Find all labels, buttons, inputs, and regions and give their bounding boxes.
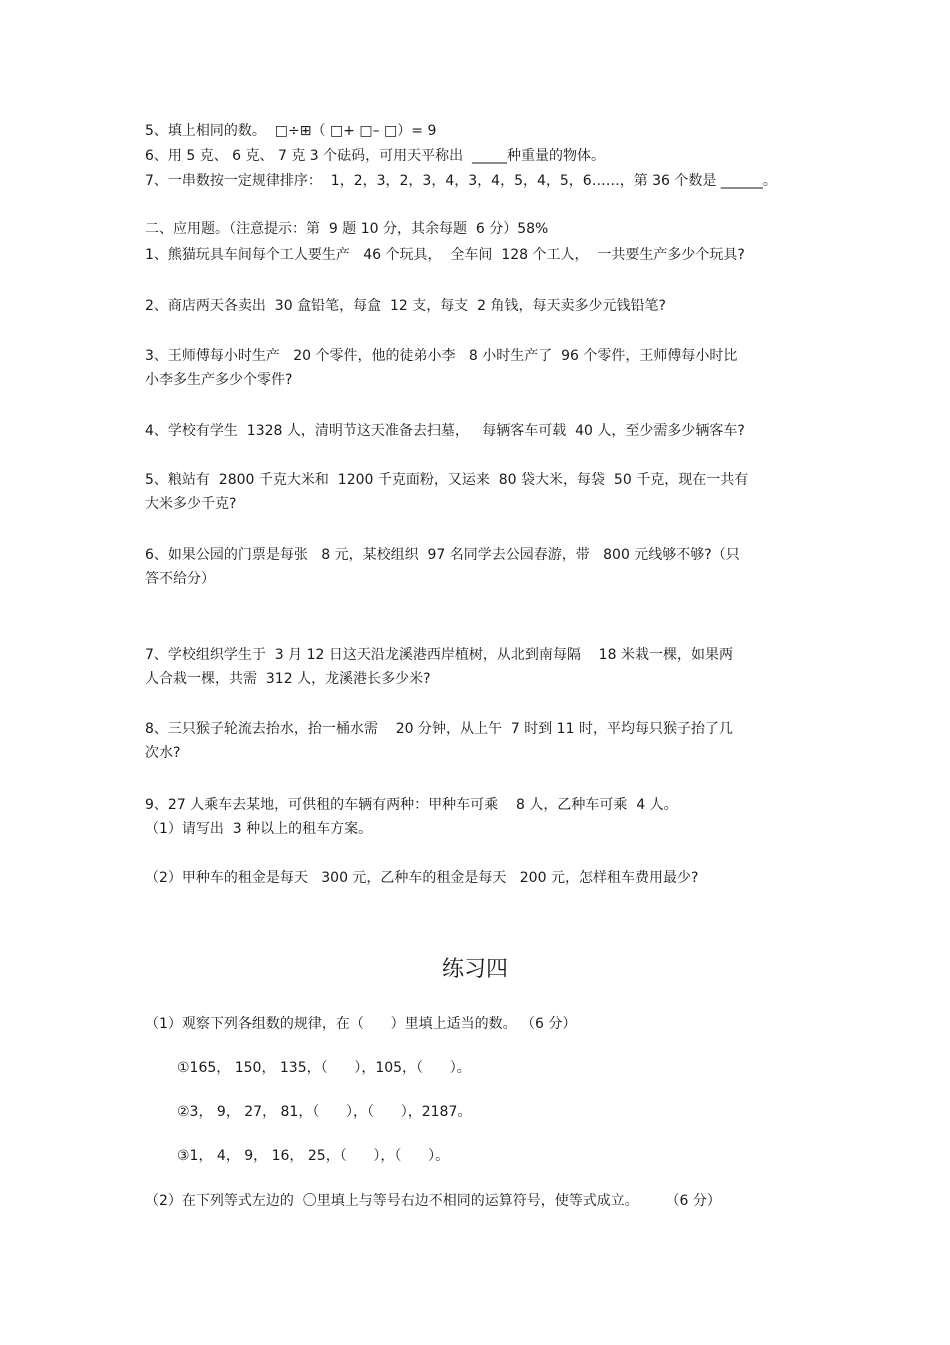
problem-5-line-1: 5、粮站有 2800 千克大米和 1200 千克面粉，又运来 80 袋大米，每袋 50 千克，现在一共有 bbox=[145, 472, 749, 488]
sequence-2: ②3， 9， 27， 81，（ ），（ ），2187。 bbox=[177, 1104, 472, 1120]
fill-question-6: 6、用 5 克、 6 克、 7 克 3 个砝码，可用天平称出 _____种重量的物体。 bbox=[145, 148, 606, 164]
exercise-4-title: 练习四 bbox=[441, 957, 508, 982]
exercise-4-part-2: （2）在下列等式左边的 〇里填上与等号右边不相同的运算符号，使等式成立。 （6 分） bbox=[145, 1193, 721, 1209]
sequence-3: ③1， 4， 9， 16， 25，（ ），（ ）。 bbox=[177, 1148, 450, 1164]
problem-6-line-2: 答不给分） bbox=[145, 571, 215, 587]
problem-3-line-1: 3、王师傅每小时生产 20 个零件，他的徒弟小李 8 小时生产了 96 个零件，王师傅每小时比 bbox=[145, 348, 738, 364]
problem-9: 9、27 人乘车去某地，可供租的车辆有两种：甲种车可乘 8 人，乙种车可乘 4 人。 bbox=[145, 797, 678, 813]
problem-9-part-2: （2）甲种车的租金是每天 300 元，乙种车的租金是每天 200 元，怎样租车费用最少? bbox=[145, 870, 699, 886]
problem-8-line-2: 次水? bbox=[145, 745, 181, 761]
problem-7-line-1: 7、学校组织学生于 3 月 12 日这天沿龙溪港西岸植树，从北到南每隔 18 米栽一棵，如果两 bbox=[145, 647, 733, 663]
problem-2: 2、商店两天各卖出 30 盒铅笔，每盒 12 支，每支 2 角钱，每天卖多少元钱铅笔? bbox=[145, 298, 666, 314]
problem-4: 4、学校有学生 1328 人，清明节这天准备去扫墓， 每辆客车可载 40 人，至少需多少辆客车? bbox=[145, 423, 745, 439]
problem-7-line-2: 人合栽一棵，共需 312 人，龙溪港长多少米? bbox=[145, 671, 431, 687]
section-2-heading: 二、应用题。（注意提示：第 9 题 10 分，其余每题 6 分）58% bbox=[145, 221, 549, 237]
problem-9-part-1: （1）请写出 3 种以上的租车方案。 bbox=[145, 821, 373, 837]
problem-3-line-2: 小李多生产多少个零件? bbox=[145, 372, 293, 388]
problem-6-line-1: 6、如果公园的门票是每张 8 元，某校组织 97 名同学去公园春游，带 800 元线够不够?（只 bbox=[145, 547, 740, 563]
fill-question-5: 5、填上相同的数。 □÷⊞（ □+ □– □）= 9 bbox=[145, 123, 437, 139]
exercise-4-part-1: （1）观察下列各组数的规律，在（ ）里填上适当的数。 （6 分） bbox=[145, 1016, 577, 1032]
problem-8-line-1: 8、三只猴子轮流去抬水，抬一桶水需 20 分钟，从上午 7 时到 11 时，平均每只猴子抬了几 bbox=[145, 721, 733, 737]
problem-5-line-2: 大米多少千克? bbox=[145, 496, 237, 512]
fill-question-7: 7、一串数按一定规律排序： 1，2，3，2，3，4，3，4，5，4，5，6……，第 36 个数是 ______。 bbox=[145, 173, 777, 189]
problem-1: 1、熊猫玩具车间每个工人要生产 46 个玩具， 全车间 128 个工人， 一共要生产多少个玩具? bbox=[145, 247, 745, 263]
sequence-1: ①165， 150， 135，（ ），105，（ ）。 bbox=[177, 1060, 471, 1076]
